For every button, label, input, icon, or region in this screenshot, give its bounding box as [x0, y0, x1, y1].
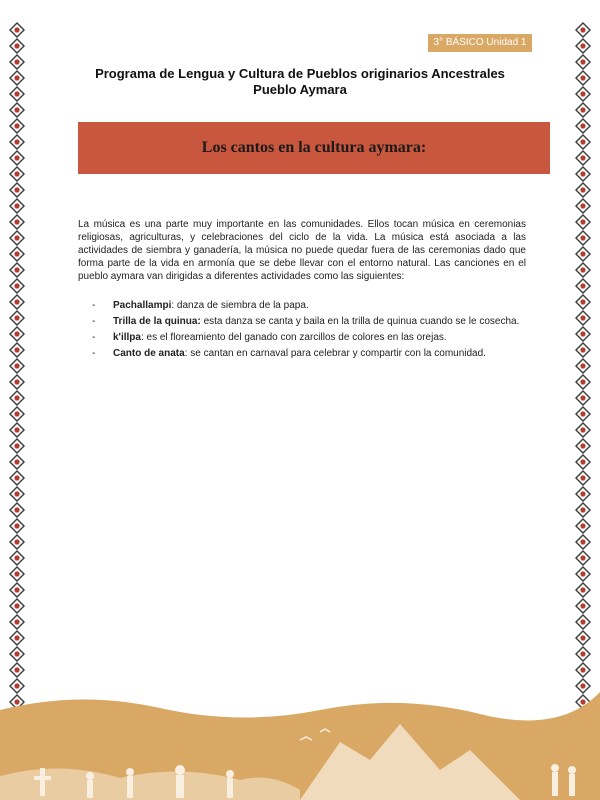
people-subtitle: Pueblo Aymara — [253, 82, 347, 97]
program-title: Programa de Lengua y Cultura de Pueblos originarios Ancestrales — [95, 66, 505, 81]
border-motif — [576, 231, 590, 245]
border-motif — [576, 551, 590, 565]
list-term: Canto de anata — [113, 348, 185, 359]
border-motif — [10, 103, 24, 117]
border-motif — [10, 167, 24, 181]
border-motif — [576, 375, 590, 389]
border-motif — [576, 327, 590, 341]
list-description: : se cantan en carnaval para celebrar y compartir con la comunidad. — [184, 348, 486, 359]
border-motif — [576, 103, 590, 117]
list-description: : danza de siembra de la papa. — [171, 300, 309, 311]
list-dash: - — [92, 348, 96, 359]
song-list — [92, 298, 532, 362]
list-dash: - — [92, 332, 96, 343]
border-motif — [576, 151, 590, 165]
list-item — [92, 298, 532, 314]
border-motif — [10, 631, 24, 645]
border-motif — [10, 391, 24, 405]
program-header — [60, 66, 540, 98]
border-motif — [10, 231, 24, 245]
border-motif — [10, 199, 24, 213]
border-motif — [576, 615, 590, 629]
left-decorative-border — [6, 22, 28, 734]
border-motif — [576, 183, 590, 197]
border-motif — [576, 279, 590, 293]
border-motif — [576, 39, 590, 53]
border-motif — [10, 375, 24, 389]
border-motif — [576, 23, 590, 37]
border-motif — [576, 583, 590, 597]
border-motif — [10, 311, 24, 325]
section-banner — [78, 122, 550, 174]
border-motif — [576, 135, 590, 149]
border-motif — [576, 71, 590, 85]
list-description: esta danza se canta y baila en la trilla de quinua cuando se le cosecha. — [200, 316, 520, 327]
border-motif — [10, 71, 24, 85]
border-motif — [576, 663, 590, 677]
border-motif — [576, 199, 590, 213]
border-motif — [10, 151, 24, 165]
border-motif — [576, 647, 590, 661]
border-motif — [10, 583, 24, 597]
border-motif — [10, 279, 24, 293]
list-dash: - — [92, 300, 96, 311]
border-motif — [576, 519, 590, 533]
border-motif — [10, 119, 24, 133]
border-motif — [10, 295, 24, 309]
border-motif — [576, 343, 590, 357]
border-motif — [10, 503, 24, 517]
border-motif — [10, 471, 24, 485]
border-motif — [10, 439, 24, 453]
border-motif — [576, 631, 590, 645]
footer-landscape-illustration — [0, 680, 600, 800]
border-motif — [10, 487, 24, 501]
border-motif — [576, 567, 590, 581]
list-term: Trilla de la quinua: — [113, 316, 201, 327]
border-motif — [576, 263, 590, 277]
list-dash: - — [92, 316, 96, 327]
border-motif — [576, 55, 590, 69]
list-item — [92, 330, 532, 346]
border-motif — [576, 359, 590, 373]
border-motif — [10, 263, 24, 277]
border-motif — [576, 295, 590, 309]
border-motif — [10, 407, 24, 421]
border-motif — [10, 615, 24, 629]
border-motif — [576, 471, 590, 485]
border-motif — [576, 535, 590, 549]
border-motif — [576, 439, 590, 453]
border-motif — [576, 599, 590, 613]
border-motif — [10, 327, 24, 341]
border-motif — [576, 215, 590, 229]
border-motif — [10, 519, 24, 533]
border-motif — [10, 247, 24, 261]
border-motif — [10, 551, 24, 565]
border-motif — [10, 359, 24, 373]
list-description: : es el floreamiento del ganado con zarcillos de colores en las orejas. — [140, 332, 447, 343]
border-motif — [576, 503, 590, 517]
intro-paragraph: La música es una parte muy importante en las comunidades. Ellos tocan música en ceremonias religiosas, agriculturas, y celebraciones del ciclo de la vida. La música está asociada a las actividades de siembra y ganadería, la música no puede quedar fuera de las ceremonias dado que forma parte de la vida en armonía que se debe llevar con el entorno natural. Las canciones en el pueblo aymara van dirigidas a diferentes actividades como las siguientes: — [78, 219, 526, 282]
border-motif — [10, 423, 24, 437]
border-motif — [10, 647, 24, 661]
border-motif — [10, 55, 24, 69]
border-motif — [576, 119, 590, 133]
border-motif — [10, 87, 24, 101]
border-motif — [10, 343, 24, 357]
border-motif — [576, 87, 590, 101]
grade-unit-badge: 3° BÁSICO Unidad 1 — [428, 34, 532, 52]
border-motif — [10, 455, 24, 469]
border-motif — [10, 135, 24, 149]
list-term: Pachallampi — [113, 300, 172, 311]
border-motif — [10, 535, 24, 549]
border-motif — [10, 215, 24, 229]
border-motif — [10, 183, 24, 197]
list-item — [92, 346, 532, 362]
border-motif — [576, 247, 590, 261]
border-motif — [10, 599, 24, 613]
border-motif — [576, 167, 590, 181]
border-motif — [576, 423, 590, 437]
border-motif — [10, 663, 24, 677]
border-motif — [576, 487, 590, 501]
border-motif — [576, 455, 590, 469]
border-motif — [10, 39, 24, 53]
list-term: k'illpa — [113, 332, 141, 343]
list-item — [92, 314, 532, 330]
border-motif — [10, 567, 24, 581]
border-motif — [576, 391, 590, 405]
border-motif — [576, 311, 590, 325]
border-motif — [10, 23, 24, 37]
section-title: Los cantos en la cultura aymara: — [201, 139, 427, 156]
border-motif — [576, 407, 590, 421]
right-decorative-border — [572, 22, 594, 734]
